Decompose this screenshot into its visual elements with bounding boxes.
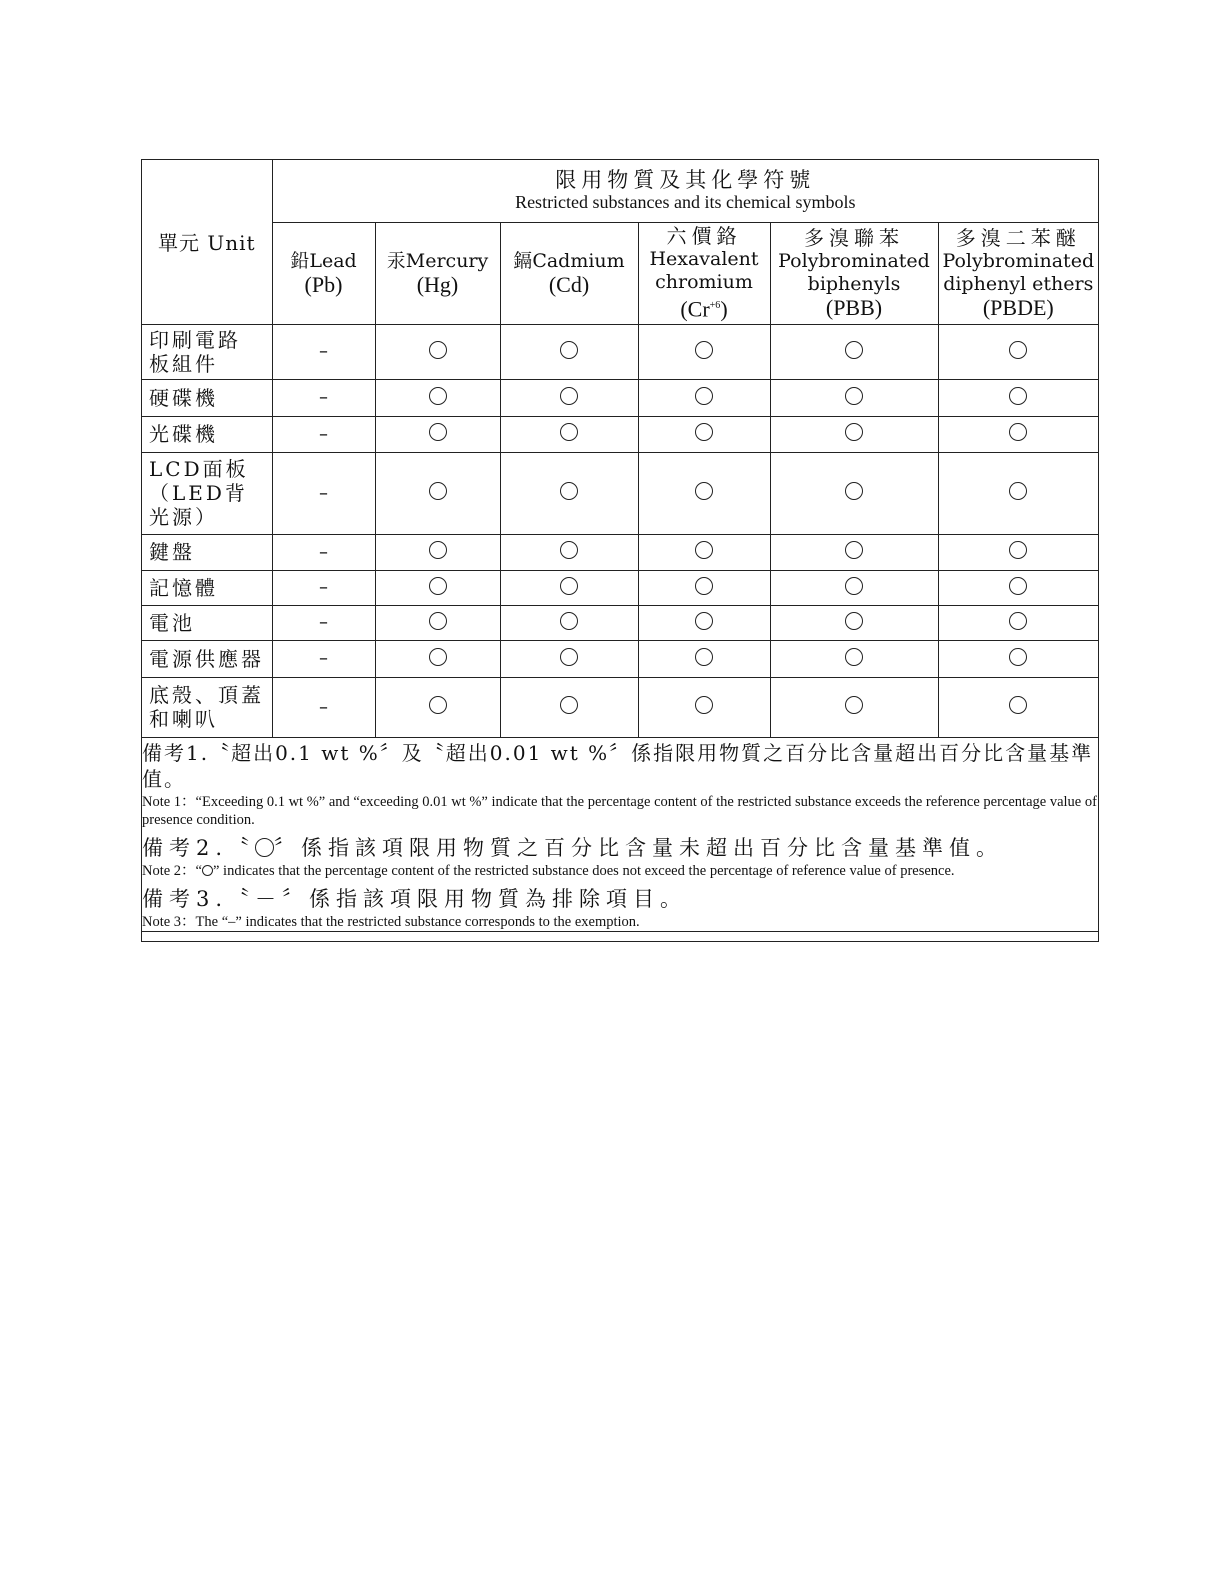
compliant-mark-cell	[375, 534, 500, 570]
compliant-mark-cell	[770, 534, 938, 570]
substances-group-header	[272, 160, 1098, 222]
exemption-mark-cell	[272, 570, 375, 605]
compliant-mark-cell	[638, 570, 770, 605]
compliant-mark-cell	[500, 677, 638, 737]
table-row	[142, 379, 1098, 416]
circle-icon	[560, 696, 578, 714]
note-2-zh: 備考2.〝 〞係指該項限用物質之百分比含量未超出百分比含量基準值。	[142, 835, 1004, 860]
circle-icon	[695, 341, 713, 359]
circle-icon	[560, 541, 578, 559]
circle-icon	[845, 423, 863, 441]
circle-icon	[429, 648, 447, 666]
circle-icon	[429, 577, 447, 595]
circle-icon	[1009, 577, 1027, 595]
compliant-mark-cell	[938, 452, 1098, 534]
table-body	[142, 324, 1098, 737]
unit-name-line: 光碟機	[149, 422, 218, 446]
unit-name-line: 印刷電路	[149, 327, 241, 352]
group-header-zh: 限用物質及其化學符號	[555, 167, 816, 192]
compliant-mark-cell	[638, 605, 770, 640]
compliant-mark-cell	[638, 534, 770, 570]
unit-name-line: 板組件	[149, 351, 218, 376]
compliant-mark-cell	[938, 324, 1098, 379]
exemption-mark-cell	[272, 534, 375, 570]
exemption-mark-cell	[272, 605, 375, 640]
restricted-substances-table	[142, 160, 1098, 932]
circle-icon	[1009, 696, 1027, 714]
compliant-mark-cell	[770, 677, 938, 737]
compliant-mark-cell	[638, 379, 770, 416]
unit-name-line: 電池	[149, 610, 195, 635]
unit-name-cell	[142, 452, 272, 534]
note-3-zh: 備考3.〝－〞係指該項限用物質為排除項目。	[142, 886, 688, 911]
compliant-mark-cell	[500, 534, 638, 570]
circle-icon	[560, 612, 578, 630]
circle-icon	[845, 482, 863, 500]
unit-name-cell	[142, 640, 272, 677]
exemption-mark-cell	[272, 416, 375, 452]
circle-icon	[695, 387, 713, 405]
circle-icon	[560, 648, 578, 666]
unit-name-line: 電源供應器	[149, 646, 264, 671]
circle-icon	[255, 838, 274, 857]
compliant-mark-cell	[375, 416, 500, 452]
group-header-en: Restricted substances and its chemical symbols	[515, 191, 856, 212]
dash-mark: –	[319, 341, 328, 362]
circle-icon	[845, 648, 863, 666]
exemption-mark-cell	[272, 640, 375, 677]
circle-icon	[429, 612, 447, 630]
circle-icon	[1009, 387, 1027, 405]
notes-section	[142, 737, 1098, 931]
circle-icon	[1009, 612, 1027, 630]
circle-icon	[429, 341, 447, 359]
circle-icon	[845, 341, 863, 359]
circle-icon	[1009, 648, 1027, 666]
compliant-mark-cell	[375, 640, 500, 677]
dash-mark: –	[319, 577, 328, 598]
compliant-mark-cell	[638, 452, 770, 534]
note-2-en: Note 2：“ ” indicates that the percentage content of the restricted substance does not exceed the percentage of reference value of presence.	[142, 862, 955, 879]
column-header-hexavalent-chromium: 六價鉻 Hexavalent chromium $(Cr^{+6})$	[638, 222, 770, 324]
table-row	[142, 605, 1098, 640]
unit-name-cell	[142, 677, 272, 737]
compliant-mark-cell	[770, 605, 938, 640]
column-header-pbde: 多溴二苯醚 Polybrominated diphenyl ethers (PBDE)	[938, 222, 1098, 324]
compliant-mark-cell	[500, 452, 638, 534]
circle-icon	[695, 482, 713, 500]
dash-mark: –	[319, 482, 328, 504]
circle-icon	[1009, 423, 1027, 441]
circle-icon	[845, 387, 863, 405]
compliant-mark-cell	[770, 379, 938, 416]
rohs-declaration-table	[141, 159, 1099, 942]
dash-mark: –	[319, 696, 328, 718]
table-row	[142, 570, 1098, 605]
circle-icon	[695, 612, 713, 630]
circle-icon	[560, 387, 578, 405]
table-row	[142, 677, 1098, 737]
compliant-mark-cell	[500, 324, 638, 379]
circle-icon	[695, 648, 713, 666]
note-3-en: Note 3：The “–” indicates that the restricted substance corresponds to the exemption.	[142, 913, 640, 930]
dash-mark: –	[319, 423, 328, 445]
column-header-cadmium: 鎘Cadmium (Cd)	[500, 222, 638, 324]
circle-icon	[1009, 541, 1027, 559]
circle-icon	[429, 541, 447, 559]
compliant-mark-cell	[938, 379, 1098, 416]
circle-icon	[202, 865, 213, 876]
unit-name-cell	[142, 416, 272, 452]
exemption-mark-cell	[272, 452, 375, 534]
circle-icon	[695, 577, 713, 595]
dash-mark: –	[319, 541, 328, 563]
compliant-mark-cell	[938, 677, 1098, 737]
compliant-mark-cell	[938, 416, 1098, 452]
compliant-mark-cell	[770, 416, 938, 452]
compliant-mark-cell	[638, 640, 770, 677]
table-row	[142, 640, 1098, 677]
circle-icon	[560, 577, 578, 595]
unit-name-line: 和喇叭	[149, 707, 218, 731]
unit-name-cell	[142, 534, 272, 570]
unit-name-line: 底殼、頂蓋	[149, 683, 264, 707]
circle-icon	[845, 612, 863, 630]
compliant-mark-cell	[770, 324, 938, 379]
exemption-mark-cell	[272, 379, 375, 416]
compliant-mark-cell	[500, 605, 638, 640]
unit-name-line: 記憶體	[149, 575, 218, 600]
unit-name-cell	[142, 570, 272, 605]
compliant-mark-cell	[500, 570, 638, 605]
unit-name-cell	[142, 379, 272, 416]
table-row	[142, 534, 1098, 570]
circle-icon	[429, 482, 447, 500]
circle-icon	[560, 482, 578, 500]
circle-icon	[845, 541, 863, 559]
exemption-mark-cell	[272, 324, 375, 379]
circle-icon	[695, 696, 713, 714]
compliant-mark-cell	[375, 570, 500, 605]
circle-icon	[429, 423, 447, 441]
compliant-mark-cell	[375, 324, 500, 379]
compliant-mark-cell	[375, 605, 500, 640]
dash-mark: –	[319, 612, 328, 633]
compliant-mark-cell	[938, 570, 1098, 605]
circle-icon	[695, 541, 713, 559]
compliant-mark-cell	[638, 677, 770, 737]
compliant-mark-cell	[638, 324, 770, 379]
note-1-zh: 備考1.〝超出0.1 wt %〞及〝超出0.01 wt %〞係指限用物質之百分比含量超出百分比含量基準值。	[142, 740, 1094, 791]
compliant-mark-cell	[938, 534, 1098, 570]
compliant-mark-cell	[375, 677, 500, 737]
circle-icon	[560, 341, 578, 359]
circle-icon	[1009, 341, 1027, 359]
compliant-mark-cell	[500, 640, 638, 677]
dash-mark: –	[319, 387, 328, 408]
compliant-mark-cell	[375, 452, 500, 534]
compliant-mark-cell	[938, 605, 1098, 640]
note-1-en: Note 1：“Exceeding 0.1 wt %” and “exceeding 0.01 wt %” indicate that the percentage content of the restricted substance exceeds the reference percentage value of presence condition.	[142, 793, 1097, 828]
unit-name-line: （LED背	[149, 481, 248, 505]
table-row	[142, 452, 1098, 534]
compliant-mark-cell	[500, 416, 638, 452]
circle-icon	[560, 423, 578, 441]
unit-name-line: 硬碟機	[149, 385, 218, 410]
compliant-mark-cell	[770, 570, 938, 605]
unit-name-line: LCD面板	[149, 457, 249, 481]
compliant-mark-cell	[938, 640, 1098, 677]
circle-icon	[845, 577, 863, 595]
unit-name-line: 鍵盤	[149, 540, 195, 564]
dash-mark: –	[319, 648, 328, 669]
compliant-mark-cell	[375, 379, 500, 416]
circle-icon	[695, 423, 713, 441]
circle-icon	[1009, 482, 1027, 500]
circle-icon	[429, 696, 447, 714]
compliant-mark-cell	[500, 379, 638, 416]
unit-column-header: 單元 Unit	[142, 160, 272, 324]
compliant-mark-cell	[770, 640, 938, 677]
table-row	[142, 324, 1098, 379]
unit-name-cell	[142, 324, 272, 379]
unit-name-cell	[142, 605, 272, 640]
column-header-pbb: 多溴聯苯 Polybrominated biphenyls (PBB)	[770, 222, 938, 324]
column-header-mercury: 汞Mercury (Hg)	[375, 222, 500, 324]
compliant-mark-cell	[770, 452, 938, 534]
circle-icon	[845, 696, 863, 714]
column-header-lead: 鉛Lead (Pb)	[272, 222, 375, 324]
unit-name-line: 光源）	[149, 505, 218, 529]
circle-icon	[429, 387, 447, 405]
table-row	[142, 416, 1098, 452]
exemption-mark-cell	[272, 677, 375, 737]
compliant-mark-cell	[638, 416, 770, 452]
